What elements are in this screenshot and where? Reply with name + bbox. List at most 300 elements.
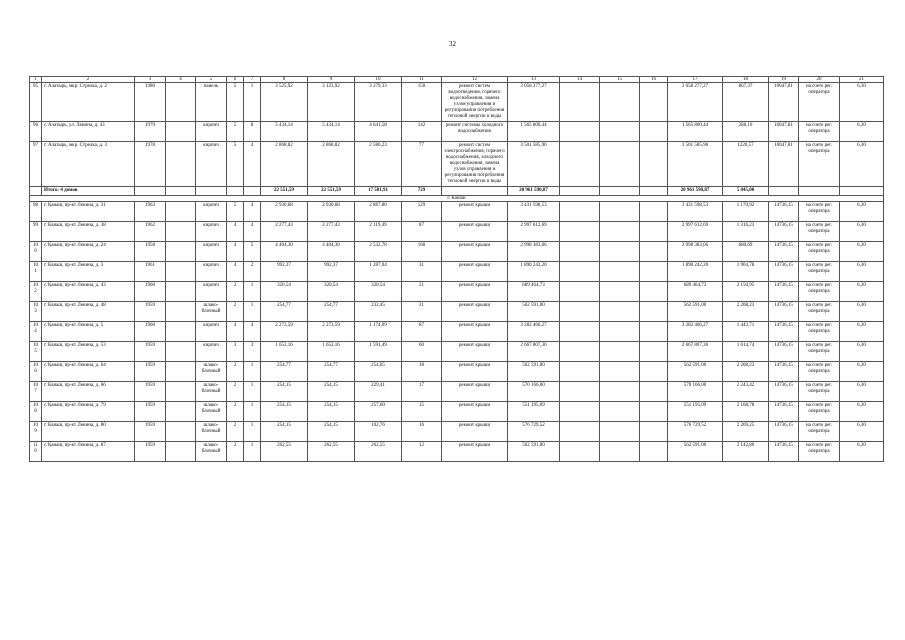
cell-ent: 4: [244, 202, 261, 222]
empty-cell: [640, 422, 668, 442]
header-cell: 11: [402, 77, 442, 83]
cell-a3: 1 591,49: [355, 342, 402, 362]
cell-f: 6,30: [840, 242, 884, 262]
empty-cell: [640, 322, 668, 342]
header-cell: 14: [560, 77, 600, 83]
cell-f: 6,30: [840, 142, 884, 187]
cell-res: 17: [402, 382, 442, 402]
empty-cell: [560, 142, 600, 187]
empty-cell: [640, 222, 668, 242]
header-cell: 15: [600, 77, 640, 83]
cell-a3: 2 119,49: [355, 222, 402, 242]
cell-ent: 2: [244, 262, 261, 282]
cell-ent: 3: [244, 342, 261, 362]
cell-year: 1961: [135, 262, 166, 282]
cell-c19: 14736,15: [769, 322, 799, 342]
cell-a2: 2 868,82: [308, 142, 355, 187]
cell-work: ремонт крыши: [442, 282, 508, 302]
empty-cell: [640, 122, 668, 142]
cell-work: ремонт крыши: [442, 202, 508, 222]
cell-n: 106: [30, 362, 42, 382]
cell-c18: 680,69: [723, 242, 769, 262]
cell-work: ремонт крыши: [442, 422, 508, 442]
cell-addr: г. Алатырь, мкр. Стрелка, д. 3: [42, 142, 135, 187]
empty-cell: [560, 362, 600, 382]
cell-mat: панель: [196, 83, 227, 122]
empty-cell: [600, 382, 640, 402]
empty-cell: [640, 302, 668, 322]
cell-year: 1960: [135, 322, 166, 342]
empty-cell: [640, 402, 668, 422]
cell-cost: 562 591,00: [508, 362, 560, 382]
empty-cell: [560, 187, 600, 196]
cell-a1: 5 434,14: [261, 122, 308, 142]
cell-work: ремонт систем электроснабжения, горячего водоснабжения, холодного водоснабжения, замена узлов управления и регулирования потребления тепловой энергии и воды: [442, 142, 508, 187]
total-c17: 20 961 590,87: [668, 187, 723, 196]
cell-a3: 229,41: [355, 382, 402, 402]
cell-c19: 14736,15: [769, 202, 799, 222]
cell-op: на счете рег. оператора: [799, 202, 840, 222]
cell-op: на счете рег. оператора: [799, 242, 840, 262]
cell-c18: 288,10: [723, 122, 769, 142]
cell-cost: 1 565 800,44: [508, 122, 560, 142]
cell-work: ремонт системы холодного водоснабжения: [442, 122, 508, 142]
empty-cell: [560, 422, 600, 442]
empty-cell: [600, 122, 640, 142]
cell-floors: 5: [227, 202, 244, 222]
cell-a1: 262,55: [261, 442, 308, 462]
header-cell: 20: [799, 77, 840, 83]
empty-cell: [166, 302, 196, 322]
cell-a3: 2 887,80: [355, 202, 402, 222]
empty-cell: [600, 342, 640, 362]
cell-addr: г. Канаш, пр-кт Ленина, д. 53: [42, 342, 135, 362]
empty-cell: [135, 187, 166, 196]
cell-c19: 14736,15: [769, 382, 799, 402]
cell-a1: 2 930,68: [261, 202, 308, 222]
cell-mat: кирпич: [196, 122, 227, 142]
cell-res: 21: [402, 302, 442, 322]
cell-c18: 2 243,42: [723, 382, 769, 402]
total-a2: 22 551,59: [308, 187, 355, 196]
total-row: [30, 187, 884, 196]
cell-a3: 257,60: [355, 402, 402, 422]
cell-a2: 992,37: [308, 262, 355, 282]
cell-work: ремонт крыши: [442, 322, 508, 342]
cell-cost: 551 195,09: [508, 402, 560, 422]
cell-ent: 1: [244, 442, 261, 462]
table-row: [30, 442, 884, 462]
cell-n: 107: [30, 382, 42, 402]
cell-year: 1959: [135, 362, 166, 382]
cell-floors: 2: [227, 422, 244, 442]
cell-cost: 689 464,73: [508, 282, 560, 302]
empty-cell: [600, 242, 640, 262]
cell-res: 77: [402, 142, 442, 187]
cell-a3: 2 532,78: [355, 242, 402, 262]
cell-op: на счете рег. оператора: [799, 262, 840, 282]
cell-c19: 14736,15: [769, 222, 799, 242]
cell-op: на счете рег. оператора: [799, 382, 840, 402]
cell-year: 1959: [135, 402, 166, 422]
table-row: [30, 83, 884, 122]
empty-cell: [769, 187, 799, 196]
cell-a2: 2 277,43: [308, 222, 355, 242]
cell-c17: 3 431 598,53: [668, 202, 723, 222]
cell-a2: 5 434,14: [308, 122, 355, 142]
cell-floors: 2: [227, 302, 244, 322]
empty-cell: [166, 262, 196, 282]
cell-c19: 14736,15: [769, 422, 799, 442]
table-row: [30, 282, 884, 302]
cell-cost: 2 998 383,06: [508, 242, 560, 262]
total-cost: 20 961 590,87: [508, 187, 560, 196]
empty-cell: [166, 362, 196, 382]
cell-year: 1959: [135, 422, 166, 442]
cell-c18: 1 443,71: [723, 322, 769, 342]
cell-addr: г. Канаш, пр-кт Ленина, д. 24: [42, 242, 135, 262]
header-cell: 7: [244, 77, 261, 83]
cell-addr: г. Алатырь, мкр. Стрелка, д. 2: [42, 83, 135, 122]
cell-mat: шлако-блочный: [196, 382, 227, 402]
cell-n: 99: [30, 222, 42, 242]
cell-floors: 5: [227, 83, 244, 122]
cell-op: на счете рег. оператора: [799, 282, 840, 302]
cell-mat: кирпич: [196, 242, 227, 262]
cell-work: ремонт крыши: [442, 342, 508, 362]
empty-cell: [560, 202, 600, 222]
cell-a1: 254,15: [261, 402, 308, 422]
cell-c17: 562 591,00: [668, 442, 723, 462]
cell-cost: 3 431 598,53: [508, 202, 560, 222]
cell-floors: 2: [227, 282, 244, 302]
cell-c17: 689 464,73: [668, 282, 723, 302]
header-cell: 9: [308, 77, 355, 83]
empty-cell: [600, 442, 640, 462]
cell-floors: 5: [227, 142, 244, 187]
cell-a1: 992,37: [261, 262, 308, 282]
empty-cell: [640, 382, 668, 402]
cell-a2: 1 652,16: [308, 342, 355, 362]
cell-c19: 10047,81: [769, 142, 799, 187]
cell-c18: 2 208,23: [723, 302, 769, 322]
cell-n: 98: [30, 202, 42, 222]
cell-c17: 2 997 612,69: [668, 222, 723, 242]
cell-op: на счете рег. оператора: [799, 322, 840, 342]
cell-ent: 4: [244, 142, 261, 187]
cell-ent: 1: [244, 402, 261, 422]
cell-f: 6,30: [840, 262, 884, 282]
cell-a1: 320,54: [261, 282, 308, 302]
empty-cell: [600, 142, 640, 187]
empty-cell: [166, 187, 196, 196]
cell-addr: г. Алатырь, ул. Ленина, д. 43: [42, 122, 135, 142]
empty-cell: [560, 302, 600, 322]
cell-res: 150: [402, 83, 442, 122]
cell-a3: 4 641,58: [355, 122, 402, 142]
cell-c17: 576 729,52: [668, 422, 723, 442]
cell-a3: 320,54: [355, 282, 402, 302]
empty-cell: [560, 402, 600, 422]
cell-ent: 1: [244, 362, 261, 382]
table-row: [30, 262, 884, 282]
cell-a1: 2 277,43: [261, 222, 308, 242]
cell-ent: 1: [244, 302, 261, 322]
cell-c19: 14736,15: [769, 262, 799, 282]
cell-addr: г. Канаш, пр-кт Ленина, д. 3: [42, 262, 135, 282]
cell-c17: 1 565 800,44: [668, 122, 723, 142]
empty-cell: [560, 342, 600, 362]
cell-addr: г. Канаш, пр-кт Ленина, д. 80: [42, 422, 135, 442]
header-cell: 4: [166, 77, 196, 83]
header-cell: 6: [227, 77, 244, 83]
header-cell: 8: [261, 77, 308, 83]
cell-a1: 4 404,30: [261, 242, 308, 262]
empty-cell: [166, 442, 196, 462]
cell-op: на счете рег. оператора: [799, 122, 840, 142]
cell-floors: 3: [227, 342, 244, 362]
cell-year: 1962: [135, 222, 166, 242]
empty-cell: [600, 402, 640, 422]
cell-a2: 254,15: [308, 382, 355, 402]
cell-f: 6,30: [840, 282, 884, 302]
empty-cell: [166, 122, 196, 142]
cell-year: 1978: [135, 142, 166, 187]
table-row: [30, 142, 884, 187]
cell-c18: 1 904,78: [723, 262, 769, 282]
cell-ent: 5: [244, 242, 261, 262]
cell-a2: 254,77: [308, 362, 355, 382]
empty-cell: [640, 202, 668, 222]
total-a1: 22 551,59: [261, 187, 308, 196]
empty-cell: [227, 187, 244, 196]
cell-f: 6,30: [840, 122, 884, 142]
cell-year: 1958: [135, 242, 166, 262]
cell-cost: 570 166,00: [508, 382, 560, 402]
table-row: [30, 322, 884, 342]
cell-c19: 14736,15: [769, 362, 799, 382]
cell-cost: 562 591,00: [508, 442, 560, 462]
cell-a1: 254,15: [261, 422, 308, 442]
empty-cell: [640, 187, 668, 196]
cell-a3: 254,05: [355, 362, 402, 382]
cell-c18: 867,37: [723, 83, 769, 122]
cell-a2: 320,54: [308, 282, 355, 302]
cell-c18: 1 316,23: [723, 222, 769, 242]
cell-addr: г. Канаш, пр-кт Ленина, д. 38: [42, 222, 135, 242]
cell-f: 6,30: [840, 322, 884, 342]
cell-op: на счете рег. оператора: [799, 302, 840, 322]
empty-cell: [560, 442, 600, 462]
cell-mat: кирпич: [196, 222, 227, 242]
empty-cell: [560, 382, 600, 402]
empty-cell: [166, 222, 196, 242]
empty-cell: [560, 262, 600, 282]
cell-c19: 14736,15: [769, 402, 799, 422]
empty-cell: [30, 187, 42, 196]
cell-year: 1959: [135, 342, 166, 362]
cell-a3: 1 287,04: [355, 262, 402, 282]
empty-cell: [840, 187, 884, 196]
cell-a1: 2 273,59: [261, 322, 308, 342]
total-a3: 17 581,91: [355, 187, 402, 196]
cell-addr: г. Канаш, пр-кт Ленина, д. 5: [42, 322, 135, 342]
cell-n: 102: [30, 282, 42, 302]
empty-cell: [600, 187, 640, 196]
cell-mat: шлако-блочный: [196, 422, 227, 442]
cell-c17: 562 591,00: [668, 362, 723, 382]
cell-addr: г. Канаш, пр-кт Ленина, д. 31: [42, 202, 135, 222]
cell-addr: г. Канаш, пр-кт Ленина, д. 64: [42, 362, 135, 382]
cell-res: 15: [402, 402, 442, 422]
cell-op: на счете рег. оператора: [799, 222, 840, 242]
cell-work: ремонт крыши: [442, 402, 508, 422]
empty-cell: [600, 282, 640, 302]
header-cell: 2: [42, 77, 135, 83]
cell-n: 104: [30, 322, 42, 342]
empty-cell: [166, 83, 196, 122]
table-row: [30, 302, 884, 322]
empty-cell: [600, 362, 640, 382]
cell-a3: 1 174,09: [355, 322, 402, 342]
empty-cell: [166, 282, 196, 302]
empty-cell: [244, 187, 261, 196]
cell-mat: кирпич: [196, 342, 227, 362]
cell-n: 103: [30, 302, 42, 322]
table-row: [30, 422, 884, 442]
empty-cell: [196, 187, 227, 196]
cell-floors: 4: [227, 222, 244, 242]
cell-a1: 3 525,92: [261, 83, 308, 122]
empty-cell: [442, 187, 508, 196]
cell-work: ремонт систем водоотведения, горячего водоснабжения, замена узлов управления и регулирования потребления тепловой энергии и воды: [442, 83, 508, 122]
cell-f: 6,30: [840, 342, 884, 362]
cell-a3: 232,45: [355, 302, 402, 322]
header-cell: 3: [135, 77, 166, 83]
cell-a3: 102,76: [355, 422, 402, 442]
cell-a3: 2 580,23: [355, 142, 402, 187]
cell-cost: 562 591,00: [508, 302, 560, 322]
cell-a2: 254,15: [308, 402, 355, 422]
cell-a1: 1 652,16: [261, 342, 308, 362]
cell-mat: кирпич: [196, 202, 227, 222]
cell-n: 97: [30, 142, 42, 187]
cell-c17: 1 890 242,20: [668, 262, 723, 282]
table-row: [30, 202, 884, 222]
cell-ent: 4: [244, 222, 261, 242]
header-cell: 10: [355, 77, 402, 83]
page-number: 32: [449, 40, 456, 48]
cell-cost: 3 058 277,27: [508, 83, 560, 122]
cell-cost: 3 282 466,27: [508, 322, 560, 342]
cell-c18: 2 208,23: [723, 362, 769, 382]
cell-a2: 2 273,59: [308, 322, 355, 342]
cell-c17: 551 195,09: [668, 402, 723, 422]
cell-c17: 562 591,00: [668, 302, 723, 322]
cell-n: 109: [30, 422, 42, 442]
cell-floors: 2: [227, 382, 244, 402]
cell-f: 6,30: [840, 382, 884, 402]
empty-cell: [600, 222, 640, 242]
cell-year: 1963: [135, 202, 166, 222]
cell-addr: г. Канаш, пр-кт Ленина, д. 48: [42, 302, 135, 322]
cell-res: 60: [402, 342, 442, 362]
cell-mat: кирпич: [196, 282, 227, 302]
empty-cell: [600, 322, 640, 342]
cell-n: 96: [30, 122, 42, 142]
cell-mat: кирпич: [196, 322, 227, 342]
cell-op: на счете рег. оператора: [799, 142, 840, 187]
cell-c18: 1 170,92: [723, 202, 769, 222]
cell-f: 6,30: [840, 222, 884, 242]
cell-addr: г. Канаш, пр-кт Ленина, д. 66: [42, 382, 135, 402]
cell-op: на счете рег. оператора: [799, 402, 840, 422]
empty-cell: [600, 302, 640, 322]
cell-res: 21: [402, 282, 442, 302]
cell-res: 87: [402, 322, 442, 342]
cell-f: 6,30: [840, 302, 884, 322]
table-row: [30, 362, 884, 382]
cell-work: ремонт крыши: [442, 262, 508, 282]
cell-year: 1959: [135, 442, 166, 462]
cell-a1: 254,77: [261, 362, 308, 382]
cell-floors: 4: [227, 262, 244, 282]
cell-a2: 4 404,30: [308, 242, 355, 262]
housing-repair-table: [29, 76, 884, 462]
cell-mat: шлако-блочный: [196, 442, 227, 462]
cell-addr: г. Канаш, пр-кт Ленина, д. 87: [42, 442, 135, 462]
header-cell: 16: [640, 77, 668, 83]
cell-a2: 254,15: [308, 422, 355, 442]
header-cell: 17: [668, 77, 723, 83]
cell-n: 108: [30, 402, 42, 422]
table-row: [30, 342, 884, 362]
cell-ent: 8: [244, 122, 261, 142]
cell-c18: 1 614,74: [723, 342, 769, 362]
cell-work: ремонт крыши: [442, 442, 508, 462]
cell-floors: 2: [227, 442, 244, 462]
cell-work: ремонт крыши: [442, 382, 508, 402]
cell-f: 6,30: [840, 442, 884, 462]
cell-addr: г. Канаш, пр-кт Ленина, д. 43: [42, 282, 135, 302]
cell-c18: 2 269,25: [723, 422, 769, 442]
cell-n: 110: [30, 442, 42, 462]
cell-res: 18: [402, 362, 442, 382]
empty-cell: [640, 362, 668, 382]
cell-year: 1980: [135, 83, 166, 122]
cell-work: ремонт крыши: [442, 222, 508, 242]
header-cell: 18: [723, 77, 769, 83]
empty-cell: [166, 382, 196, 402]
cell-year: 1959: [135, 302, 166, 322]
cell-ent: 4: [244, 322, 261, 342]
header-cell: 19: [769, 77, 799, 83]
empty-cell: [600, 83, 640, 122]
table-row: [30, 122, 884, 142]
cell-f: 6,30: [840, 83, 884, 122]
cell-a1: 2 868,82: [261, 142, 308, 187]
header-cell: 5: [196, 77, 227, 83]
cell-c19: 14736,15: [769, 442, 799, 462]
empty-cell: [600, 422, 640, 442]
cell-floors: 5: [227, 122, 244, 142]
cell-ent: 1: [244, 282, 261, 302]
cell-c18: 2 150,95: [723, 282, 769, 302]
cell-res: 31: [402, 262, 442, 282]
cell-mat: шлако-блочный: [196, 302, 227, 322]
empty-cell: [640, 142, 668, 187]
cell-ent: 1: [244, 83, 261, 122]
